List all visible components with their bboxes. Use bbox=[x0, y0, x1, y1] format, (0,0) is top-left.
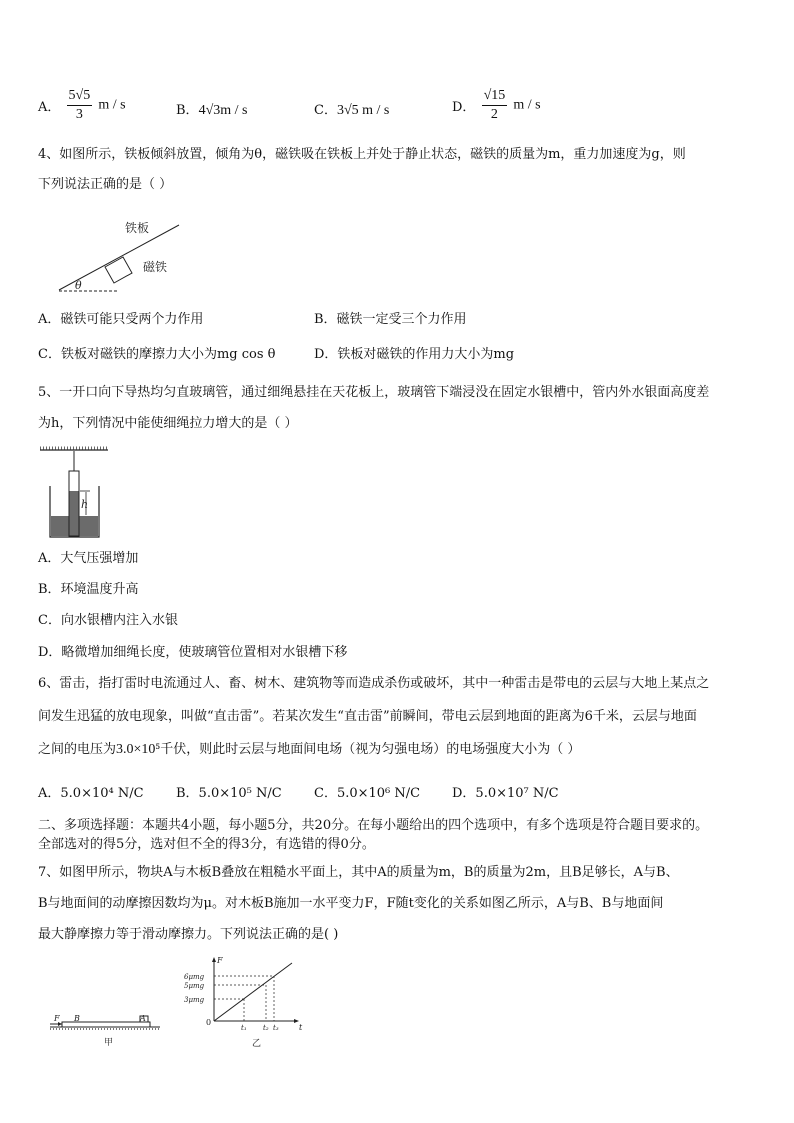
q3-option-c-value: 3√5 m / s bbox=[336, 103, 390, 118]
q5-option-c: C．向水银槽内注入水银 bbox=[38, 613, 178, 628]
section2-heading-line2: 全部选对的得5分，选对但不全的得3分，有选错的得0分。 bbox=[38, 837, 375, 852]
q6-stem-line3-start: 之间的电压为 bbox=[38, 742, 117, 757]
q7-yi-tick-t2: t₂ bbox=[263, 1024, 269, 1032]
q5-h-label: h bbox=[81, 498, 89, 511]
q7-stem-line1: 7、如图甲所示，物块A与木板B叠放在粗糙水平面上，其中A的质量为m，B的质量为2m，且B足够长，A与B、 bbox=[38, 865, 679, 880]
q5-option-d: D．略微增加细绳长度，使玻璃管位置相对水银槽下移 bbox=[38, 645, 348, 660]
q5-stem-line2: 为h，下列情况中能使细绳拉力增大的是（ ） bbox=[38, 416, 298, 431]
q3-option-b bbox=[176, 99, 247, 119]
q7-yi-caption: 乙 bbox=[252, 1039, 262, 1049]
q3-option-b-label: B． bbox=[176, 103, 199, 118]
q4-stem-line2: 下列说法正确的是（ ） bbox=[38, 177, 173, 192]
q7-yi-tick-5: 5μmg bbox=[184, 982, 205, 990]
q3-option-d bbox=[452, 88, 541, 123]
q6-option-c: C．5.0×10⁶ N/C bbox=[314, 786, 421, 801]
q4-plate-label: 铁板 bbox=[125, 221, 150, 235]
q7-jia-F-label: F bbox=[54, 1015, 60, 1023]
q4-figure-inclined-plate bbox=[55, 215, 185, 297]
q6-stem-line2: 间发生迅猛的放电现象，叫做“直击雷”。若某次发生“直击雷”前瞬间，带电云层到地面的距离为6千米，云层与地面 bbox=[38, 709, 697, 724]
q3-option-c bbox=[314, 99, 389, 119]
q3-option-d-numerator: √15 bbox=[482, 88, 508, 106]
q7-yi-y-arrowhead bbox=[212, 957, 216, 962]
q3-option-a bbox=[38, 88, 126, 123]
q6-option-a: A．5.0×10⁴ N/C bbox=[38, 786, 144, 801]
q7-yi-F-axis-label: F bbox=[217, 956, 223, 965]
q3-option-a-numerator: 5√5 bbox=[67, 88, 93, 106]
q4-option-d: D．铁板对磁铁的作用力大小为mg bbox=[314, 347, 515, 362]
q3-option-a-fraction bbox=[67, 88, 93, 123]
q3-option-d-fraction bbox=[482, 88, 508, 123]
q7-stem-line3: 最大静摩擦力等于滑动摩擦力。下列说法正确的是( ) bbox=[38, 927, 339, 942]
q3-option-a-denominator: 3 bbox=[75, 107, 83, 122]
q5-option-a: A．大气压强增加 bbox=[38, 551, 139, 566]
q4-stem-line1: 4、如图所示，铁板倾斜放置，倾角为θ，磁铁吸在铁板上并处于静止状态，磁铁的质量为m，重力加速度为g，则 bbox=[38, 147, 686, 162]
q5-figure-mercury-tube bbox=[38, 446, 110, 541]
q4-option-c: C．铁板对磁铁的摩擦力大小为mg cos θ bbox=[38, 347, 276, 362]
q7-yi-t-axis-label: t bbox=[299, 1023, 303, 1032]
q7-jia-B-label: B bbox=[74, 1015, 80, 1023]
q7-stem-line2: B与地面间的动摩擦因数均为μ。对木板B施加一水平变力F，F随t变化的关系如图乙所示，A与B、B与地面间 bbox=[38, 896, 664, 911]
q6-option-d: D．5.0×10⁷ N/C bbox=[452, 786, 559, 801]
q5-option-b: B．环境温度升高 bbox=[38, 582, 139, 597]
q3-option-d-unit: m / s bbox=[513, 97, 541, 113]
q7-jia-caption: 甲 bbox=[104, 1038, 114, 1048]
q7-yi-tick-3: 3μmg bbox=[184, 996, 205, 1004]
q3-option-d-denominator: 2 bbox=[490, 107, 498, 122]
q7-yi-tick-6: 6μmg bbox=[184, 973, 205, 981]
q4-magnet-block bbox=[105, 257, 132, 283]
q7-yi-origin-label: 0 bbox=[206, 1018, 212, 1027]
q3-option-a-label: A． bbox=[38, 100, 61, 115]
q4-angle-label: θ bbox=[75, 279, 82, 292]
q4-option-a: A．磁铁可能只受两个力作用 bbox=[38, 312, 204, 327]
q7-yi-F-line bbox=[214, 963, 292, 1021]
q7-yi-tick-t1: t₁ bbox=[241, 1024, 247, 1032]
q6-voltage-value: 3.0×10⁵ bbox=[116, 742, 161, 757]
q4-magnet-label: 磁铁 bbox=[143, 260, 168, 274]
q3-option-b-value: 4√3m / s bbox=[198, 103, 248, 118]
q5-stem-line1: 5、一开口向下导热均匀直玻璃管，通过细绳悬挂在天花板上，玻璃管下端浸没在固定水银槽中，管内外水银面高度差 bbox=[38, 385, 710, 400]
q6-stem-line1: 6、雷击，指打雷时电流通过人、畜、树木、建筑物等而造成杀伤或破坏，其中一种雷击是带电的云层与大地上某点之 bbox=[38, 676, 710, 691]
q6-stem-line3-end: 千伏，则此时云层与地面间电场（视为匀强电场）的电场强度大小为（ ） bbox=[160, 742, 581, 757]
q7-figure-jia bbox=[50, 1015, 165, 1050]
section2-heading-line1: 二、多项选择题：本题共4小题，每小题5分，共20分。在每小题给出的四个选项中，有多个选项是符合题目要求的。 bbox=[38, 818, 709, 833]
q3-option-a-unit: m / s bbox=[98, 97, 126, 113]
q6-stem-line3 bbox=[38, 743, 580, 757]
q3-option-c-label: C． bbox=[314, 103, 337, 118]
q7-yi-tick-t3: t₃ bbox=[273, 1024, 279, 1032]
q5-tube-mercury bbox=[69, 491, 79, 536]
q6-option-b: B．5.0×10⁵ N/C bbox=[176, 786, 282, 801]
q7-figure-yi bbox=[178, 955, 313, 1050]
q7-jia-A-label: A bbox=[140, 1015, 146, 1023]
q4-option-b: B．磁铁一定受三个力作用 bbox=[314, 312, 467, 327]
q3-option-d-label: D． bbox=[452, 100, 476, 115]
